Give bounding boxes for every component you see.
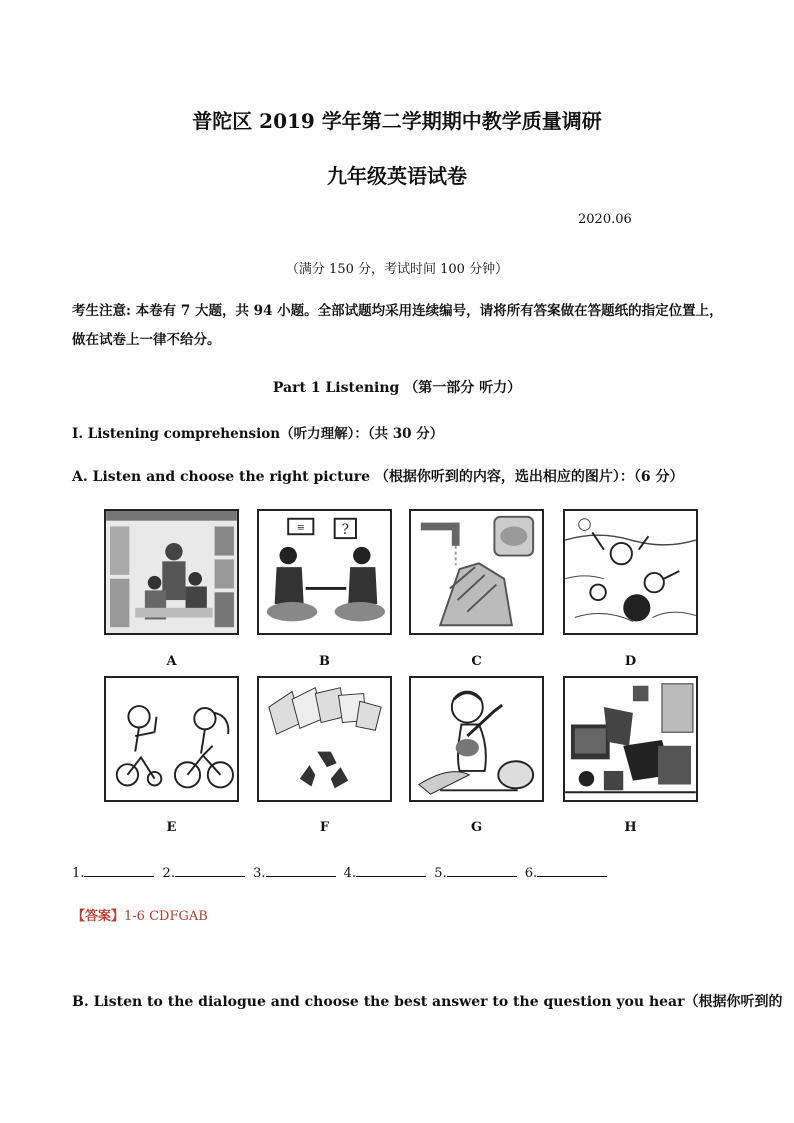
answer-tag: 【答案】 [72, 909, 125, 924]
picture-b-label: B [319, 654, 330, 669]
answer-text: 1-6 CDFGAB [124, 909, 208, 924]
picture-g [409, 676, 544, 802]
blank-label: 2. [162, 866, 175, 881]
interview-icon [259, 511, 390, 633]
exam-title: 普陀区 2019 学年第二学期期中教学质量调研 [192, 109, 602, 133]
blank-label: 1. [72, 866, 85, 881]
picture-f [257, 676, 392, 802]
exam-date: 2020.06 [578, 212, 632, 227]
blank-label: 4. [343, 866, 357, 881]
picture-h-label: H [624, 820, 637, 835]
answer-key [72, 905, 208, 924]
exam-subtitle: 九年级英语试卷 [327, 164, 467, 188]
section-i-heading: I. Listening comprehension（听力理解）：（共 30 分） [72, 426, 444, 442]
boy-guitar-icon [411, 678, 542, 800]
swimming-children-icon [565, 511, 696, 633]
picture-h [563, 676, 698, 802]
answer-blank[interactable] [537, 864, 607, 877]
hand-washing-icon [411, 511, 542, 633]
picture-e-label: E [166, 820, 177, 835]
answer-blanks [72, 864, 611, 881]
blank-label: 6. [524, 866, 538, 881]
picture-d-label: D [624, 654, 637, 669]
picture-b [257, 509, 392, 635]
classroom-photo-icon [106, 511, 237, 633]
picture-c-label: C [471, 654, 482, 669]
kids-cycling-icon [106, 678, 237, 800]
section-b-heading: B. Listen to the dialogue and choose the best answer to the question you hear（根据你听到的 [72, 994, 783, 1010]
answer-blank[interactable] [175, 864, 245, 877]
picture-d [563, 509, 698, 635]
picture-a-label: A [166, 654, 177, 669]
picture-f-label: F [319, 820, 330, 835]
answer-blank[interactable] [356, 864, 426, 877]
picture-a [104, 509, 239, 635]
score-info: （满分 150 分，考试时间 100 分钟） [285, 262, 509, 277]
picture-g-label: G [470, 820, 483, 835]
answer-blank[interactable] [266, 864, 336, 877]
part1-heading: Part 1 Listening （第一部分 听力） [272, 380, 522, 396]
blank-label: 5. [434, 866, 447, 881]
blank-label: 3. [253, 866, 266, 881]
messy-room-icon [565, 678, 696, 800]
svg-text:≡: ≡ [296, 522, 305, 534]
exam-notice: 考生注意: 本卷有 7 大题，共 94 小题。全部试题均采用连续编号，请将所有答案做在答题纸的指定位置上，做在试卷上一律不给分。 [72, 303, 723, 348]
picture-c [409, 509, 544, 635]
paper-recycling-icon [259, 678, 390, 800]
svg-text:?: ? [341, 522, 349, 539]
answer-blank[interactable] [447, 864, 517, 877]
picture-e [104, 676, 239, 802]
section-a-heading: A. Listen and choose the right picture （根据你听到的内容，选出相应的图片）：（6 分） [72, 469, 684, 485]
answer-blank[interactable] [84, 864, 154, 877]
